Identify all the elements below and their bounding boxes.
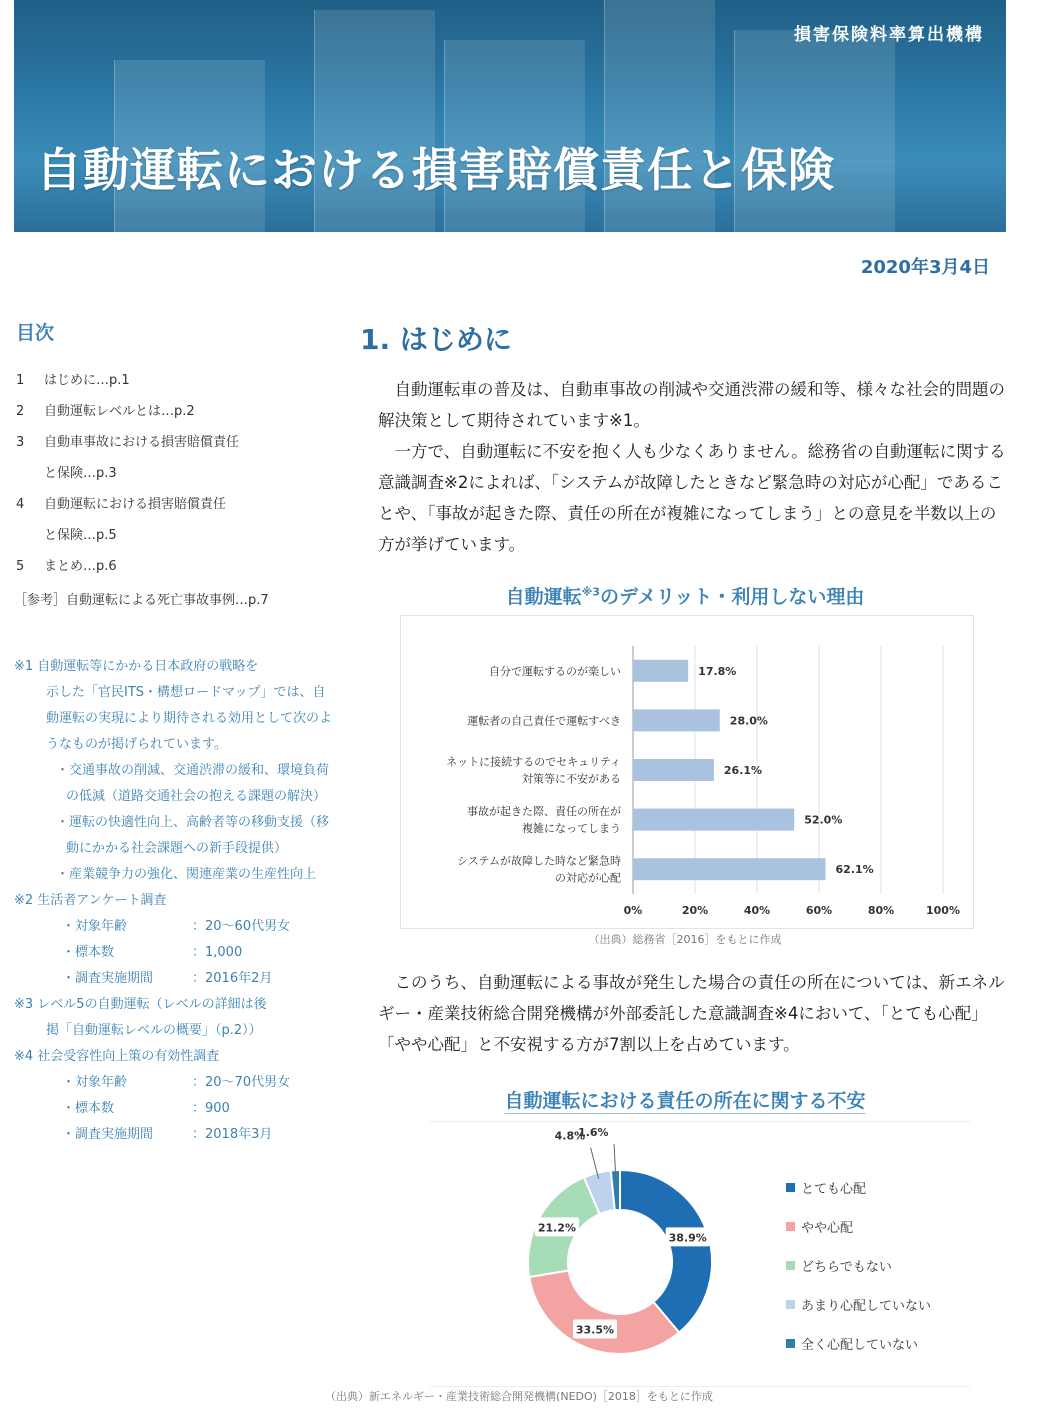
legend-swatch	[786, 1339, 795, 1348]
toc-item[interactable]	[14, 551, 334, 582]
x-tick-label: 60%	[805, 904, 833, 917]
data-label: 38.9%	[668, 1231, 707, 1245]
legend-item	[786, 1168, 931, 1207]
y-tick-label: ネットに接続するのでセキュリティ	[446, 755, 621, 769]
footnote-4-row	[14, 1122, 334, 1148]
document-title: 自動運転における損害賠償責任と保険	[36, 143, 835, 197]
toc-item[interactable]	[14, 489, 334, 520]
header-banner	[14, 0, 1006, 232]
legend-item	[786, 1285, 931, 1324]
bar	[633, 759, 714, 781]
footnotes	[14, 654, 334, 1148]
toc-number: 1	[16, 373, 25, 388]
footnote-3-heading: ※3 レベル5の自動運転（レベルの詳細は後	[14, 997, 267, 1012]
footnote-4-row	[14, 1096, 334, 1122]
legend-label: とても心配	[801, 1182, 867, 1197]
bar-chart	[401, 616, 973, 928]
legend-swatch	[786, 1300, 795, 1309]
row-key: ・標本数	[62, 1101, 115, 1116]
toc-number: 2	[16, 404, 25, 419]
x-tick-label: 20%	[681, 904, 709, 917]
toc-label: と保険…p.3	[44, 466, 117, 481]
x-tick-label: 0%	[623, 904, 643, 917]
toc-list	[14, 365, 334, 582]
footnote-3-body: 掲「自動運転レベルの概要」（p.2））	[46, 1023, 262, 1038]
row-value: ：2018年3月	[192, 1127, 273, 1142]
toc-item[interactable]	[14, 520, 334, 551]
legend-item	[786, 1207, 931, 1246]
row-value: ：900	[192, 1101, 230, 1116]
row-key: ・調査実施期間	[62, 1127, 154, 1142]
toc-heading: 目次	[16, 322, 55, 344]
toc-item[interactable]	[14, 396, 334, 427]
y-tick-label: 運転者の自己責任で運転すべき	[467, 714, 621, 728]
row-key: ・標本数	[62, 945, 115, 960]
legend-item	[786, 1324, 931, 1363]
footnote-1-bullet: ・運転の快適性向上、高齢者等の移動支援（移動にかかる社会課題への新手段提供）	[56, 815, 330, 856]
legend-label: どちらでもない	[801, 1260, 892, 1275]
row-value: ：2016年2月	[192, 971, 273, 986]
banner-decoration	[734, 30, 895, 232]
legend-swatch	[786, 1261, 795, 1270]
paragraph: 一方で、自動運転に不安を抱く人も少なくありません。総務省の自動運転に関する意識調査※2によれば、「システムが故障したときなど緊急時の対応が心配」であることや、「事故が起きた際、責任の所在が複雑になってしまう」との意見を半数以上の方が挙げています。	[378, 442, 1006, 554]
toc-number: 5	[16, 559, 25, 574]
data-label: 21.2%	[537, 1221, 576, 1235]
y-tick-label: システムが故障した時など緊急時	[457, 854, 621, 868]
organization-name: 損害保険料率算出機構	[794, 25, 984, 45]
row-value: ：1,000	[192, 945, 243, 960]
divider	[430, 1386, 970, 1387]
toc-number	[14, 458, 44, 489]
chart-legend	[786, 1168, 931, 1363]
toc-number: 4	[16, 497, 25, 512]
toc-label: 自動運転における損害賠償責任	[44, 497, 227, 512]
chart-1-title-text: 自動運転	[505, 586, 582, 608]
x-tick-label: 80%	[867, 904, 895, 917]
toc-item[interactable]	[14, 458, 334, 489]
toc-label: はじめに…p.1	[44, 373, 130, 388]
chart-1-title-note: ※3	[581, 585, 600, 599]
data-label: 33.5%	[575, 1323, 615, 1337]
donut-chart-container	[430, 1121, 970, 1384]
toc-label: と保険…p.5	[44, 528, 117, 543]
footnote-4-heading: ※4 社会受容性向上策の有効性調査	[14, 1049, 220, 1064]
y-tick-label: 自分で運転するのが楽しい	[489, 664, 621, 678]
row-key: ・調査実施期間	[62, 971, 154, 986]
footnote-2-row	[14, 940, 334, 966]
legend-label: やや心配	[801, 1221, 854, 1236]
footnote-1-body: 示した「官民ITS・構想ロードマップ」では、自動運転の実現により期待される効用として次のようなものが掲げられています。	[46, 685, 333, 752]
row-key: ・対象年齢	[62, 1075, 128, 1090]
row-value: ：20～60代男女	[192, 919, 291, 934]
donut-slice	[620, 1170, 712, 1333]
section-heading: 1. はじめに	[360, 323, 512, 356]
footnote-1-heading: ※1 自動運転等にかかる日本政府の戦略を	[14, 659, 259, 674]
data-label: 1.6%	[578, 1126, 609, 1140]
legend-label: あまり心配していない	[801, 1299, 932, 1314]
bar-value-label: 52.0%	[804, 813, 843, 827]
bar-value-label: 62.1%	[835, 863, 874, 877]
data-label: 4.8%	[554, 1129, 586, 1143]
toc-item[interactable]	[14, 427, 334, 458]
footnote-4-row	[14, 1070, 334, 1096]
y-tick-label: 対策等に不安がある	[522, 772, 621, 786]
footnote-2-row	[14, 914, 334, 940]
y-tick-label: の対応が心配	[555, 871, 621, 885]
legend-swatch	[786, 1183, 795, 1192]
toc-label: 自動運転レベルとは…p.2	[44, 404, 195, 419]
bar-chart-container	[400, 615, 974, 929]
legend-item	[786, 1246, 931, 1285]
bar	[633, 709, 720, 731]
bar	[633, 809, 794, 831]
legend-label: 全く心配していない	[801, 1338, 919, 1353]
bar-value-label: 26.1%	[723, 764, 763, 777]
x-tick-label: 100%	[926, 904, 960, 917]
sidebar	[14, 318, 334, 1148]
footnote-2-row	[14, 966, 334, 992]
chart-2-source: （出典）新エネルギー・産業技術総合開発機構(NEDO)［2018］をもとに作成	[325, 1390, 713, 1403]
toc-number: 3	[16, 435, 25, 450]
donut-chart	[430, 1122, 770, 1384]
toc-number	[14, 520, 44, 551]
y-tick-label: 複雑になってしまう	[522, 822, 621, 836]
chart-1-source: （出典）総務省［2016］をもとに作成	[588, 933, 782, 946]
y-tick-label: 事故が起きた際、責任の所在が	[467, 805, 621, 819]
footnote-1-bullet: ・交通事故の削減、交通渋滞の緩和、環境負荷の低減（道路交通社会の抱える課題の解決）	[56, 763, 330, 804]
legend-swatch	[786, 1222, 795, 1231]
toc-item[interactable]	[14, 365, 334, 396]
row-key: ・対象年齢	[62, 919, 128, 934]
bar	[633, 660, 688, 682]
footnote-1-bullet: ・産業競争力の強化、関連産業の生産性向上	[56, 867, 317, 882]
paragraph: 自動運転車の普及は、自動車事故の削減や交通渋滞の緩和等、様々な社会的問題の解決策として期待されています※1。	[378, 380, 1005, 430]
footnote-2-heading: ※2 生活者アンケート調査	[14, 893, 167, 908]
publication-date: 2020年3月4日	[860, 257, 990, 278]
paragraph: このうち、自動運転による事故が発生した場合の責任の所在については、新エネルギー・産業技術総合開発機構が外部委託した意識調査※4において、「とても心配」「やや心配」と不安視する方が7割以上を占めています。	[378, 973, 1005, 1054]
row-value: ：20～70代男女	[192, 1075, 291, 1090]
chart-2-title: 自動運転における責任の所在に関する不安	[504, 1090, 866, 1112]
chart-1-title-text: のデメリット・利用しない理由	[599, 586, 865, 608]
main-content	[360, 318, 1010, 1384]
chart-1-title	[360, 582, 1010, 609]
toc-reference-item[interactable]: ［参考］自動運転による死亡事故事例…p.7	[14, 593, 269, 608]
bar-value-label: 17.8%	[698, 664, 737, 678]
x-tick-label: 40%	[743, 904, 771, 917]
bar-value-label: 28.0%	[729, 714, 768, 728]
toc-label: 自動車事故における損害賠償責任	[44, 435, 240, 450]
bar	[633, 858, 826, 880]
toc-label: まとめ…p.6	[44, 559, 117, 574]
donut-slice	[529, 1270, 679, 1354]
